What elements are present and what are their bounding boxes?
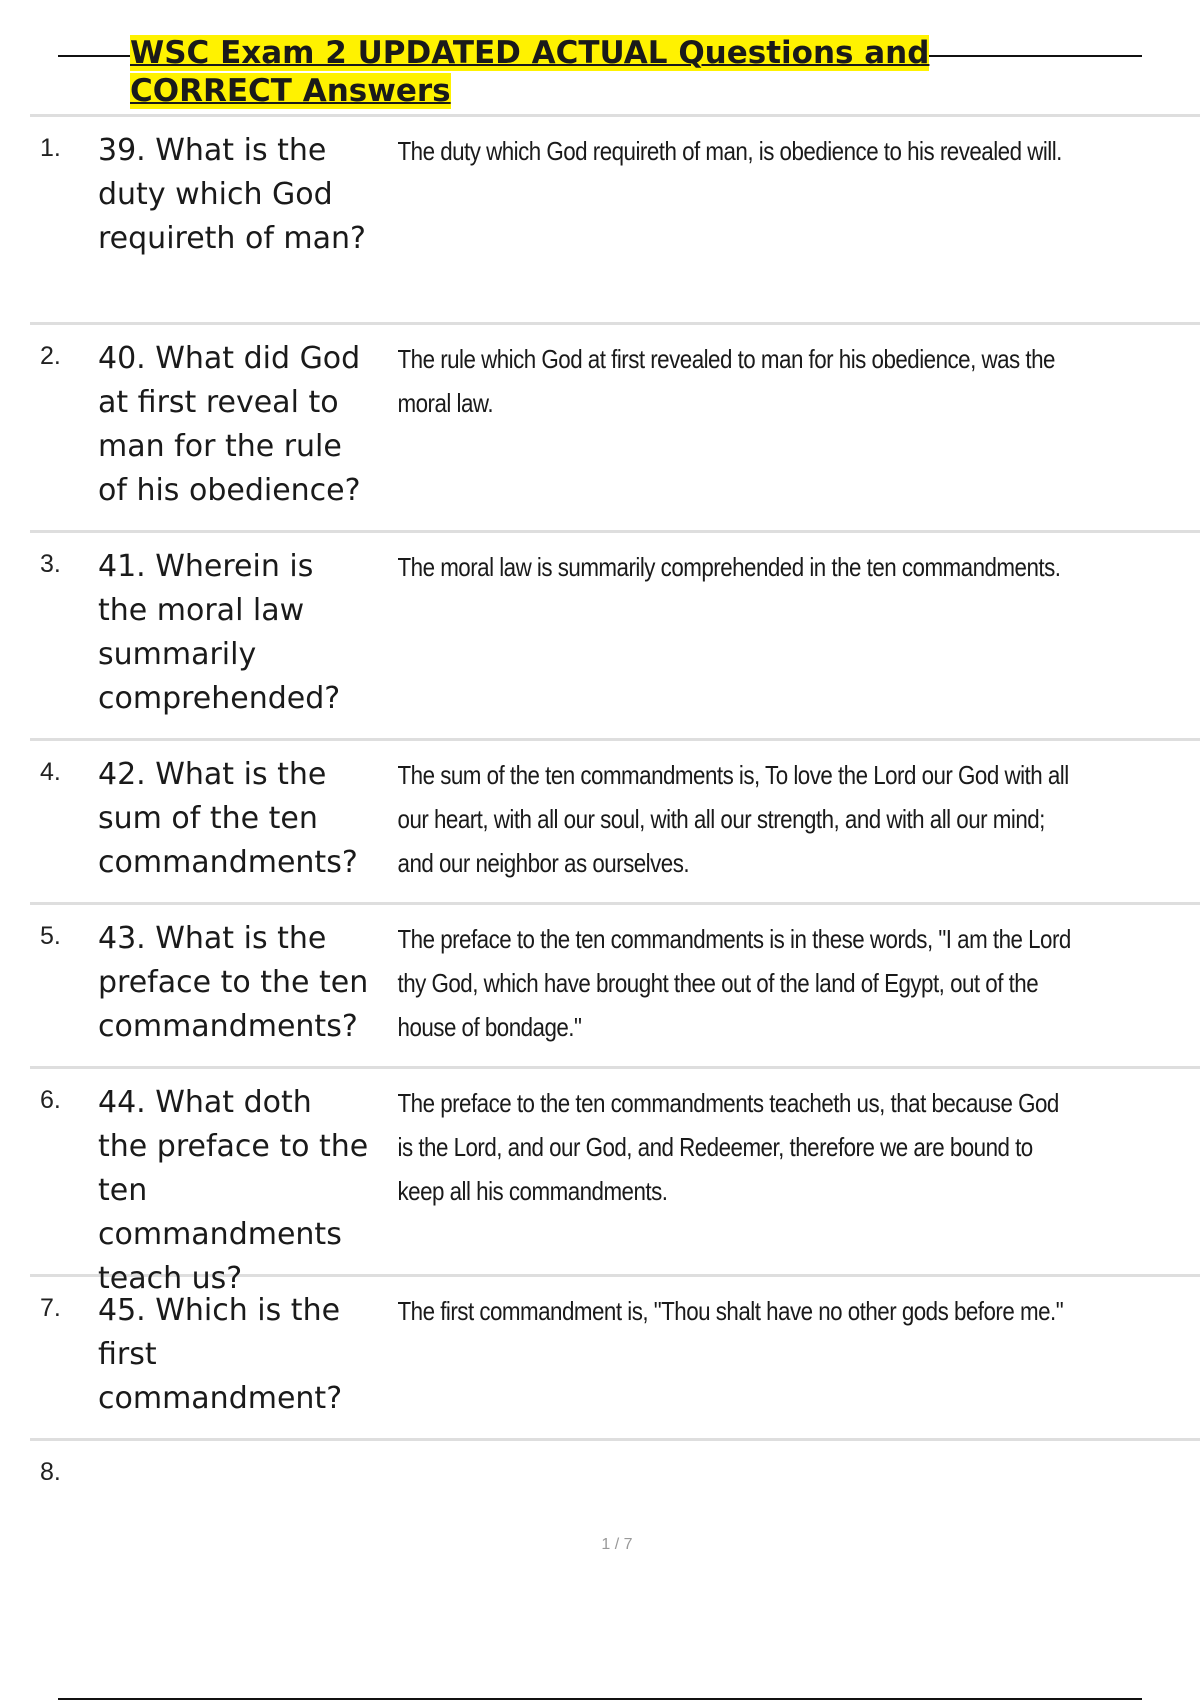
qa-answer: The duty which God requireth of man, is obedience to his revealed will. <box>397 136 1062 166</box>
qa-question: 43. What is the preface to the ten commandments? <box>98 921 369 1044</box>
qa-number: 5. <box>40 922 61 950</box>
qa-row <box>30 902 1200 1066</box>
qa-question: 45. Which is the first commandment? <box>98 1293 343 1416</box>
qa-table <box>30 114 1200 1518</box>
qa-answer: The moral law is summarily comprehended in the ten commandments. <box>397 552 1061 582</box>
document-header <box>58 34 1142 110</box>
qa-answer: The preface to the ten commandments teacheth us, that because God is the Lord, and our God, and Redeemer, therefore we are bound to keep all his commandments. <box>397 1088 1059 1206</box>
document-title: WSC Exam 2 UPDATED ACTUAL Questions and CORRECT Answers <box>130 35 930 109</box>
page-indicator: 1 / 7 <box>601 1536 633 1553</box>
qa-row <box>30 1438 1200 1518</box>
qa-row <box>30 530 1200 738</box>
qa-question <box>98 1441 370 1518</box>
qa-question: 41. Wherein is the moral law summarily comprehended? <box>98 549 341 716</box>
qa-row <box>30 1274 1200 1438</box>
qa-number: 8. <box>40 1458 61 1486</box>
qa-number: 7. <box>40 1294 61 1322</box>
qa-number: 4. <box>40 758 61 786</box>
qa-number: 3. <box>40 550 61 578</box>
qa-number: 1. <box>40 134 61 162</box>
qa-answer <box>370 1441 1084 1518</box>
qa-answer: The first commandment is, "Thou shalt have no other gods before me." <box>397 1296 1064 1326</box>
qa-number: 2. <box>40 342 61 370</box>
qa-number: 6. <box>40 1086 61 1114</box>
qa-question: 40. What did God at first reveal to man for the rule of his obedience? <box>98 341 361 508</box>
qa-question: 39. What is the duty which God requireth of man? <box>98 133 366 256</box>
qa-row <box>30 738 1200 902</box>
qa-question: 44. What doth the preface to the ten commandments teach us? <box>98 1085 369 1296</box>
qa-row <box>30 322 1200 530</box>
qa-answer: The rule which God at first revealed to man for his obedience, was the moral law. <box>397 344 1055 418</box>
qa-row <box>30 1066 1200 1296</box>
qa-answer: The preface to the ten commandments is in these words, "I am the Lord thy God, which have brought thee out of the land of Egypt, out of the house of bondage." <box>397 924 1071 1042</box>
qa-row <box>30 114 1200 322</box>
qa-question: 42. What is the sum of the ten commandments? <box>98 757 358 880</box>
qa-answer: The sum of the ten commandments is, To love the Lord our God with all our heart, with all our soul, with all our strength, and with all our mind; and our neighbor as ourselves. <box>397 760 1069 878</box>
